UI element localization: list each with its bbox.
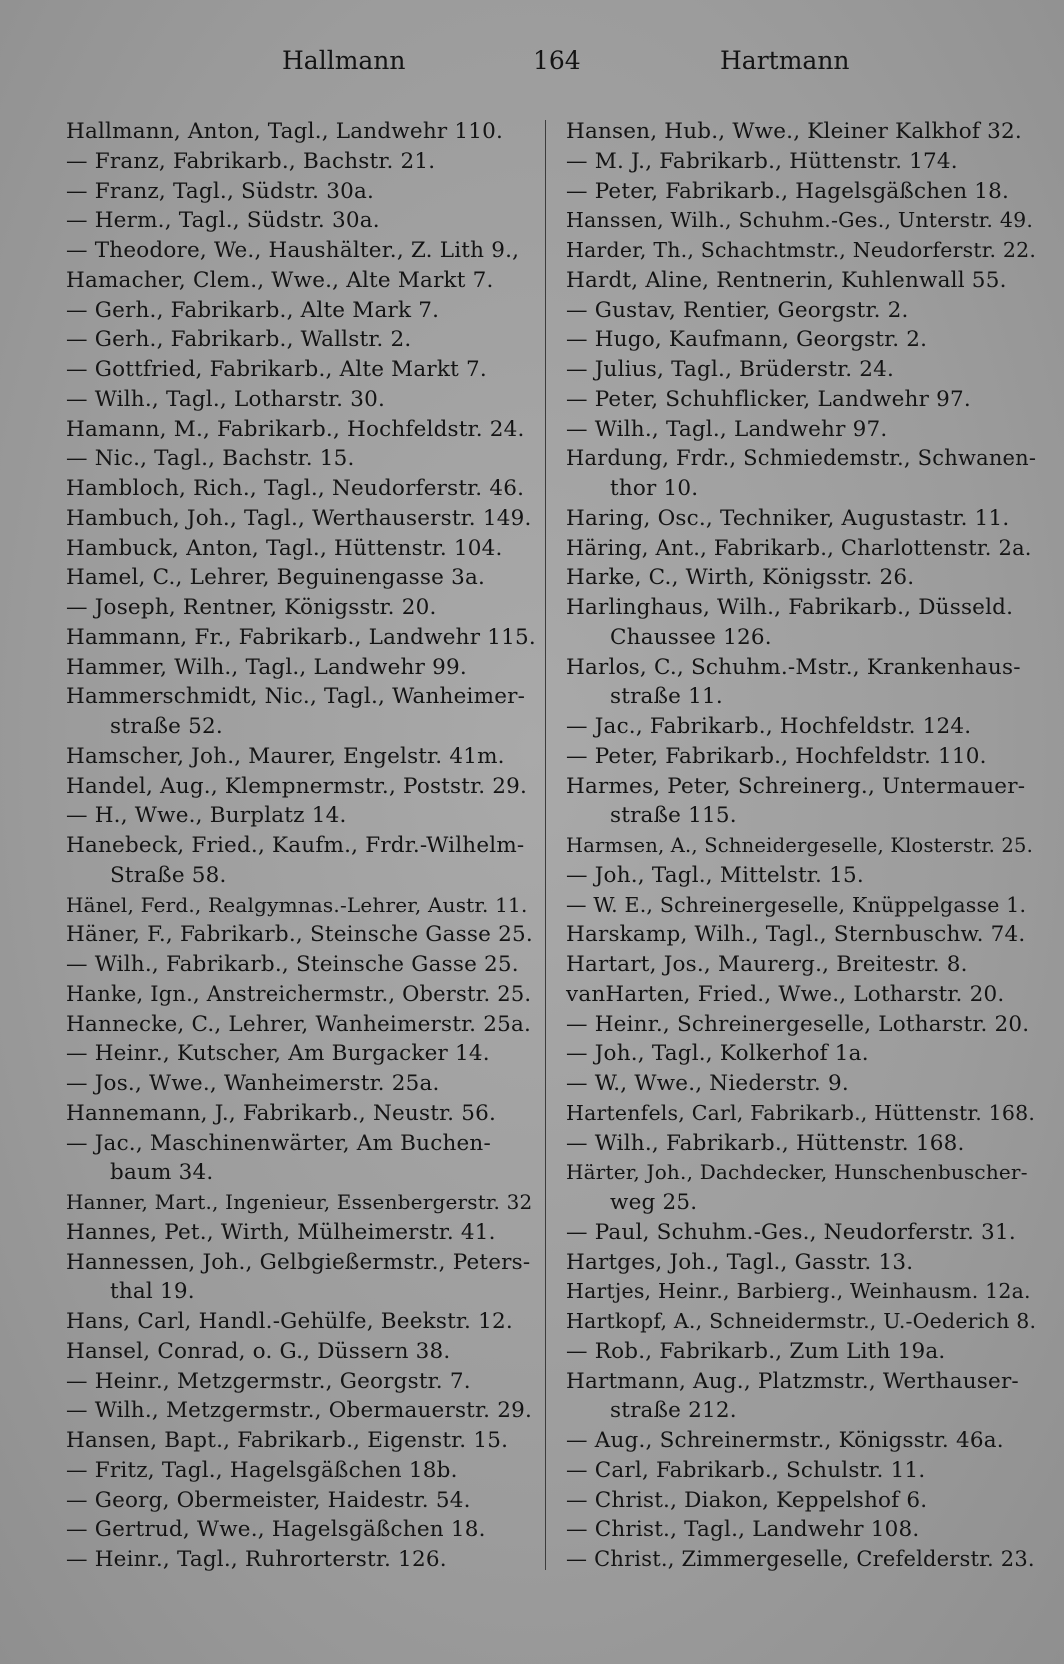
entry-text: — Gerh., Fabrikarb., Alte Mark 7. [66, 297, 440, 323]
header-last-name: Hartmann [720, 46, 850, 75]
directory-entry [66, 385, 536, 415]
entry-text: — Heinr., Kutscher, Am Burgacker 14. [66, 1041, 490, 1067]
entry-continuation: Straße 58. [110, 862, 227, 888]
entry-text: Hambloch, Rich., Tagl., Neudorferstr. 46. [66, 476, 525, 501]
directory-entry [566, 385, 1036, 415]
directory-entry [66, 296, 536, 326]
directory-entry [66, 891, 536, 921]
directory-entry [66, 206, 536, 236]
entry-text: Hanner, Mart., Ingenieur, Essenbergerstr. 32 [66, 1190, 533, 1214]
directory-entry [66, 653, 536, 683]
entry-text: — Gustav, Rentier, Georgstr. 2. [566, 297, 909, 323]
directory-entry [566, 117, 1036, 147]
directory-entry [566, 1129, 1036, 1159]
directory-entry [66, 504, 536, 534]
entry-text: Harlos, C., Schuhm.-Mstr., Krankenhaus- [566, 654, 1021, 680]
entry-text: Hardung, Frdr., Schmiedemstr., Schwanen- [566, 446, 1037, 471]
directory-entry [566, 415, 1036, 445]
entry-text: Hannessen, Joh., Gelbgießermstr., Peters- [66, 1249, 531, 1275]
directory-entry [566, 236, 1036, 266]
directory-entry [566, 1515, 1036, 1545]
entry-text: — Fritz, Tagl., Hagelsgäßchen 18b. [66, 1457, 458, 1483]
entry-text: Harmsen, A., Schneidergeselle, Klosterstr. 25. [566, 834, 1034, 857]
directory-entry [66, 623, 536, 653]
entry-text: Hartenfels, Carl, Fabrikarb., Hüttenstr. 168. [566, 1100, 1036, 1125]
entry-text: — Paul, Schuhm.-Ges., Neudorferstr. 31. [566, 1219, 1016, 1245]
directory-entry [566, 147, 1036, 177]
entry-text: Handel, Aug., Klempnermstr., Poststr. 29. [66, 773, 528, 799]
entry-text: vanHarten, Fried., Wwe., Lotharstr. 20. [566, 981, 1005, 1007]
directory-entry [66, 1307, 536, 1337]
entry-continuation: straße 115. [610, 803, 737, 829]
entry-continuation: straße 52. [110, 714, 223, 739]
directory-entry [566, 1426, 1036, 1456]
entry-text: Hallmann, Anton, Tagl., Landwehr 110. [66, 119, 504, 144]
directory-entry [566, 296, 1036, 326]
directory-entry [566, 1248, 1036, 1278]
directory-entry [66, 147, 536, 177]
entry-text: Hannes, Pet., Wirth, Mülheimerstr. 41. [66, 1219, 496, 1245]
entry-text: — Georg, Obermeister, Haidestr. 54. [66, 1487, 471, 1513]
entry-text: — Gottfried, Fabrikarb., Alte Markt 7. [66, 357, 487, 382]
directory-entry [66, 772, 536, 802]
directory-entry [566, 1307, 1036, 1337]
entry-text: Hanebeck, Fried., Kaufm., Frdr.-Wilhelm- [66, 833, 525, 858]
entry-text: — W., Wwe., Niederstr. 9. [566, 1071, 849, 1096]
directory-entry [66, 742, 536, 772]
entry-text: Hambuck, Anton, Tagl., Hüttenstr. 104. [66, 535, 503, 561]
directory-entry [66, 266, 536, 296]
entry-continuation: straße 11. [610, 684, 723, 710]
directory-entry [566, 1010, 1036, 1040]
directory-entry [66, 593, 536, 623]
entry-text: — Peter, Fabrikarb., Hochfeldstr. 110. [566, 743, 987, 769]
directory-entry [66, 325, 536, 355]
entry-continuation: straße 212. [610, 1398, 737, 1424]
directory-entry [566, 861, 1036, 891]
directory-entry [66, 563, 536, 593]
directory-entry [66, 117, 536, 147]
entry-text: — Peter, Fabrikarb., Hagelsgäßchen 18. [566, 178, 1010, 204]
entry-text: — Nic., Tagl., Bachstr. 15. [66, 446, 355, 472]
entry-text: — Julius, Tagl., Brüderstr. 24. [566, 357, 895, 382]
entry-text: — Carl, Fabrikarb., Schulstr. 11. [566, 1457, 926, 1483]
entry-text: Hansen, Bapt., Fabrikarb., Eigenstr. 15. [66, 1428, 509, 1453]
entry-text: Harlinghaus, Wilh., Fabrikarb., Düsseld. [566, 595, 1014, 620]
entry-text: Hammann, Fr., Fabrikarb., Landwehr 115. [66, 624, 536, 650]
entry-text: Hannemann, J., Fabrikarb., Neustr. 56. [66, 1100, 497, 1126]
entry-text: — Christ., Diakon, Keppelshof 6. [566, 1487, 928, 1513]
directory-entry [66, 1069, 536, 1099]
entry-text: — Rob., Fabrikarb., Zum Lith 19a. [566, 1338, 946, 1364]
directory-entry [566, 534, 1036, 564]
directory-entry [566, 1158, 1036, 1218]
entry-text: — W. E., Schreinergeselle, Knüppelgasse 1. [566, 892, 1027, 917]
entry-continuation: weg 25. [610, 1190, 698, 1215]
directory-entry [566, 266, 1036, 296]
directory-entry [566, 325, 1036, 355]
entry-continuation: thal 19. [110, 1279, 195, 1305]
entry-text: — Hugo, Kaufmann, Georgstr. 2. [566, 327, 928, 353]
entry-text: Hartkopf, A., Schneidermstr., U.-Oederich 8. [566, 1309, 1037, 1333]
entry-text: — Christ., Tagl., Landwehr 108. [566, 1517, 920, 1543]
directory-entry [66, 801, 536, 831]
directory-entry [566, 563, 1036, 593]
entry-text: — H., Wwe., Burplatz 14. [66, 803, 347, 829]
directory-entry [566, 653, 1036, 713]
entry-text: Hambuch, Joh., Tagl., Werthauserstr. 149. [66, 505, 532, 531]
entry-continuation: thor 10. [610, 476, 699, 501]
directory-entry [566, 980, 1036, 1010]
directory-entry [566, 1099, 1036, 1129]
directory-entry [66, 474, 536, 504]
directory-entry [566, 1367, 1036, 1427]
directory-entry [66, 1486, 536, 1516]
directory-entry [66, 1248, 536, 1308]
entry-text: Hamann, M., Fabrikarb., Hochfeldstr. 24. [66, 416, 525, 442]
directory-entry [66, 1337, 536, 1367]
entry-text: — Wilh., Fabrikarb., Steinsche Gasse 25. [66, 952, 519, 977]
entry-text: — Herm., Tagl., Südstr. 30a. [66, 208, 380, 234]
header-first-name: Hallmann [282, 46, 406, 75]
directory-entry [66, 444, 536, 474]
directory-entry [566, 891, 1036, 921]
directory-entry [66, 1367, 536, 1397]
entry-text: — Gertrud, Wwe., Hagelsgäßchen 18. [66, 1517, 486, 1543]
directory-entry [66, 236, 536, 266]
entry-text: Harke, C., Wirth, Königsstr. 26. [566, 565, 915, 591]
entry-text: — Christ., Zimmergeselle, Crefelderstr. 23. [566, 1547, 1035, 1571]
page-number: 164 [533, 46, 581, 75]
entry-text: — Franz, Fabrikarb., Bachstr. 21. [66, 148, 436, 174]
entry-text: — Jac., Fabrikarb., Hochfeldstr. 124. [566, 714, 972, 739]
directory-entry [66, 950, 536, 980]
entry-text: — Joh., Tagl., Mittelstr. 15. [566, 862, 864, 888]
entry-text: — Wilh., Tagl., Landwehr 97. [566, 416, 888, 442]
entry-text: — Franz, Tagl., Südstr. 30a. [66, 178, 375, 204]
directory-entry [66, 831, 536, 891]
directory-entry [566, 1039, 1036, 1069]
entry-text: — Wilh., Fabrikarb., Hüttenstr. 168. [566, 1130, 965, 1156]
entry-text: Hartmann, Aug., Platzmstr., Werthauser- [566, 1368, 1019, 1394]
directory-entry [566, 1545, 1036, 1575]
entry-text: Häring, Ant., Fabrikarb., Charlottenstr. 2a. [566, 535, 1032, 560]
entry-text: — Heinr., Metzgermstr., Georgstr. 7. [66, 1368, 471, 1394]
directory-entry [566, 177, 1036, 207]
entry-text: — Wilh., Tagl., Lotharstr. 30. [66, 386, 386, 412]
directory-entry [566, 831, 1036, 861]
entry-text: Hamel, C., Lehrer, Beguinengasse 3a. [66, 565, 486, 591]
directory-entry [566, 920, 1036, 950]
directory-entry [66, 1515, 536, 1545]
entry-text: — Jos., Wwe., Wanheimerstr. 25a. [66, 1071, 440, 1096]
entry-continuation: Chaussee 126. [610, 624, 772, 650]
directory-entry [566, 950, 1036, 980]
column-divider [545, 120, 546, 1570]
entry-text: Hansel, Conrad, o. G., Düssern 38. [66, 1338, 451, 1364]
left-column [66, 117, 536, 1575]
directory-entry [66, 1396, 536, 1426]
directory-entry [566, 1218, 1036, 1248]
directory-entry [566, 355, 1036, 385]
directory-entry [566, 504, 1036, 534]
entry-text: — Heinr., Schreinergeselle, Lotharstr. 20. [566, 1011, 1030, 1037]
entry-text: Hamacher, Clem., Wwe., Alte Markt 7. [66, 267, 494, 293]
right-column [566, 117, 1036, 1575]
entry-text: Hardt, Aline, Rentnerin, Kuhlenwall 55. [566, 267, 1007, 293]
entry-text: Hans, Carl, Handl.-Gehülfe, Beekstr. 12. [66, 1309, 513, 1334]
entry-text: — M. J., Fabrikarb., Hüttenstr. 174. [566, 148, 958, 174]
directory-entry [566, 1069, 1036, 1099]
entry-text: Hartart, Jos., Maurerg., Breitestr. 8. [566, 952, 968, 977]
directory-entry [66, 1218, 536, 1248]
entry-text: — Theodore, We., Haushälter., Z. Lith 9., [66, 238, 520, 263]
directory-entry [566, 1277, 1036, 1307]
directory-entry [566, 206, 1036, 236]
directory-entry [66, 1039, 536, 1069]
entry-text: Harmes, Peter, Schreinerg., Untermauer- [566, 773, 1026, 799]
entry-text: Hammer, Wilh., Tagl., Landwehr 99. [66, 654, 467, 680]
entry-text: Härter, Joh., Dachdecker, Hunschenbuscher- [566, 1160, 1028, 1185]
directory-entry [566, 593, 1036, 653]
entry-text: Harskamp, Wilh., Tagl., Sternbuschw. 74. [566, 922, 1026, 948]
directory-entry [66, 1545, 536, 1575]
directory-entry [66, 1188, 536, 1218]
entry-text: Hamscher, Joh., Maurer, Engelstr. 41m. [66, 743, 505, 769]
entry-text: Hänel, Ferd., Realgymnas.-Lehrer, Austr. 11. [66, 892, 528, 917]
directory-entry [66, 177, 536, 207]
entry-text: — Jac., Maschinenwärter, Am Buchen- [66, 1130, 491, 1156]
directory-entry [66, 1099, 536, 1129]
directory-entry [66, 682, 536, 742]
entry-text: — Gerh., Fabrikarb., Wallstr. 2. [66, 327, 412, 353]
entry-text: Hannecke, C., Lehrer, Wanheimerstr. 25a. [66, 1011, 532, 1037]
entry-text: Häner, F., Fabrikarb., Steinsche Gasse 25. [66, 922, 533, 948]
directory-entry [566, 772, 1036, 832]
directory-entry [566, 444, 1036, 504]
directory-entry [66, 415, 536, 445]
entry-text: Hartjes, Heinr., Barbierg., Weinhausm. 12a. [566, 1279, 1031, 1304]
entry-text: — Wilh., Metzgermstr., Obermauerstr. 29. [66, 1398, 532, 1424]
entry-text: Hansen, Hub., Wwe., Kleiner Kalkhof 32. [566, 119, 1022, 144]
entry-text: Hanssen, Wilh., Schuhm.-Ges., Unterstr. 49. [566, 208, 1034, 233]
running-header [0, 46, 1064, 86]
entry-text: Hammerschmidt, Nic., Tagl., Wanheimer- [66, 684, 526, 710]
directory-entry [566, 1456, 1036, 1486]
directory-entry [566, 1486, 1036, 1516]
directory-entry [566, 1337, 1036, 1367]
directory-entry [66, 1456, 536, 1486]
directory-entry [566, 712, 1036, 742]
directory-entry [66, 920, 536, 950]
entry-text: Haring, Osc., Techniker, Augustastr. 11. [566, 505, 1010, 531]
entry-text: Hanke, Ign., Anstreichermstr., Oberstr. 25. [66, 981, 532, 1006]
directory-entry [66, 1010, 536, 1040]
entry-text: — Joseph, Rentner, Königsstr. 20. [66, 595, 437, 620]
entry-text: — Aug., Schreinermstr., Königsstr. 46a. [566, 1428, 1004, 1453]
entry-text: Harder, Th., Schachtmstr., Neudorferstr. 22. [566, 238, 1037, 262]
directory-entry [66, 1129, 536, 1189]
directory-entry [66, 980, 536, 1010]
directory-entry [66, 355, 536, 385]
directory-entry [566, 742, 1036, 772]
entry-text: — Heinr., Tagl., Ruhrorterstr. 126. [66, 1547, 447, 1572]
directory-entry [66, 534, 536, 564]
entry-text: — Peter, Schuhflicker, Landwehr 97. [566, 386, 971, 412]
entry-continuation: baum 34. [110, 1160, 214, 1186]
entry-text: — Joh., Tagl., Kolkerhof 1a. [566, 1041, 869, 1067]
entry-text: Hartges, Joh., Tagl., Gasstr. 13. [566, 1249, 914, 1275]
directory-entry [66, 1426, 536, 1456]
